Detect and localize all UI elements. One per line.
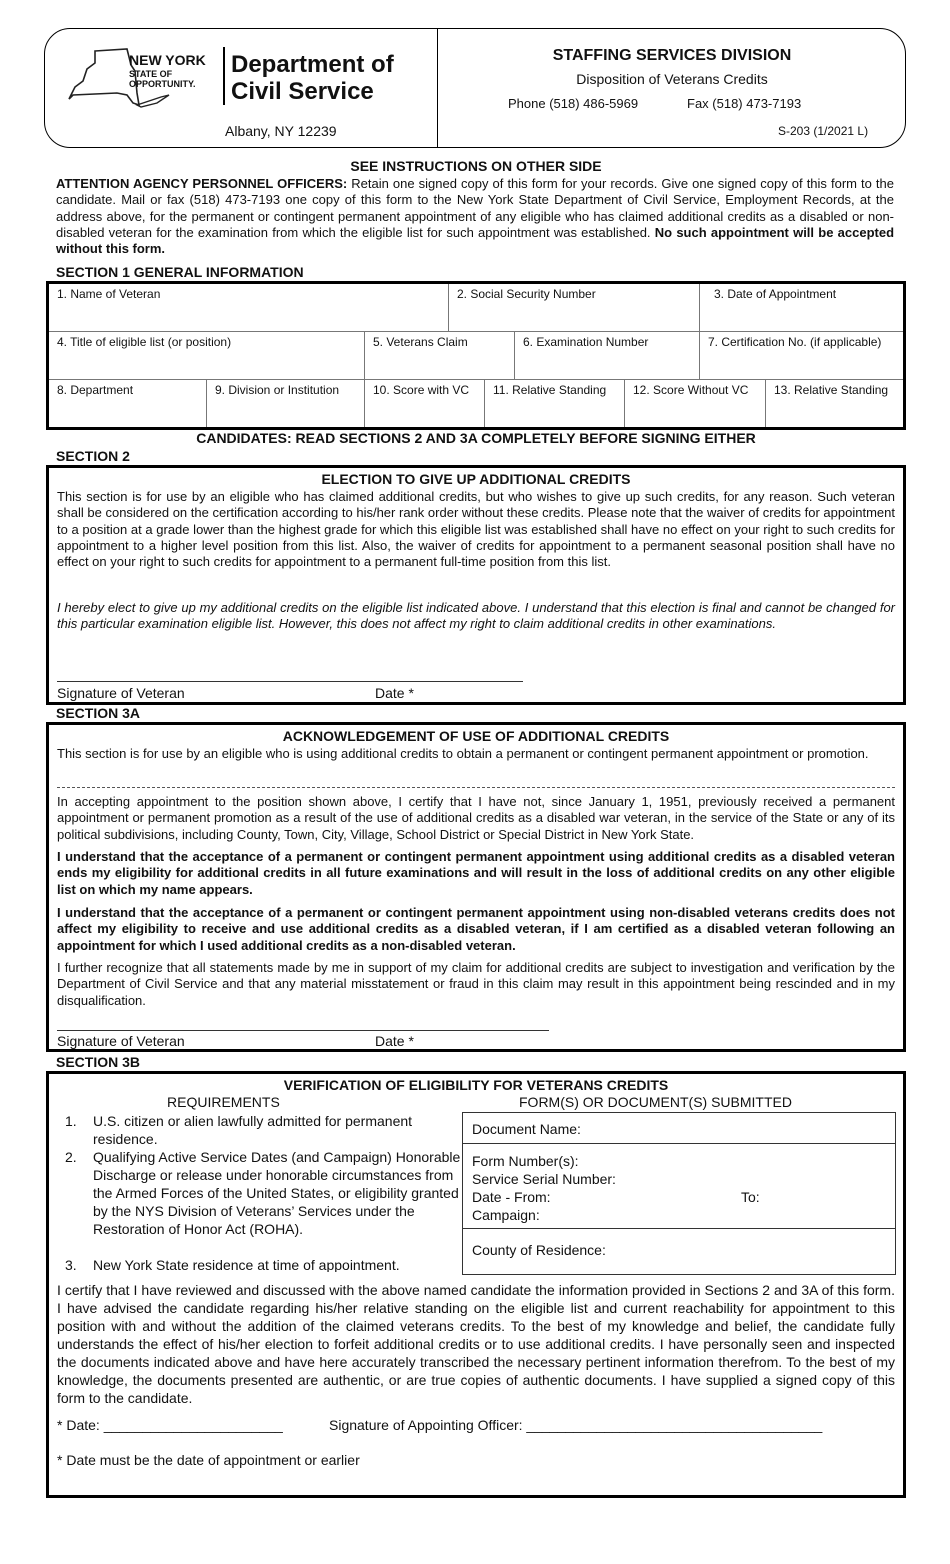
campaign-label: Campaign:	[472, 1207, 540, 1223]
field-score-with-vc[interactable]: 10. Score with VC	[365, 380, 485, 427]
officer-date-field[interactable]: * Date: _______________________	[57, 1417, 283, 1433]
section3a-heading: SECTION 3A	[56, 705, 141, 721]
section3a-non-disabled-paragraph: I understand that the acceptance of a permanent or contingent permanent appointment using non-disabled veterans credits does not affect my eligibility to receive and use additional credits as a disabled veteran, if I am certified as a disabled veteran following an appointment for which I used additional credits as a non-disabled veteran.	[57, 905, 895, 953]
section3a-box	[46, 722, 906, 1052]
section3b-heading: SECTION 3B	[56, 1054, 141, 1070]
logo-tagline: STATE OF OPPORTUNITY.	[129, 69, 196, 89]
attention-text: Retain one signed copy of this form for your records. Give one signed copy of this form to the candidate. Mail or fax (518) 473-7193 one copy of this form to the New York State Department of Civil Service, Employment Records, at the address above, for the permanent or contingent permanent appointment of any eligible who has claimed additional credits as a disabled or non-disabled veteran for the examination from which the eligible list for such appointment was established.	[56, 176, 895, 240]
form-numbers-label: Form Number(s):	[472, 1153, 579, 1169]
attention-label: ATTENTION AGENCY PERSONNEL OFFICERS:	[56, 176, 348, 191]
field-division-or-institution[interactable]: 9. Division or Institution	[207, 380, 365, 427]
form-number: S-203 (1/2021 L)	[778, 124, 869, 138]
section2-signature-label: Signature of Veteran	[57, 685, 185, 701]
requirements-list	[65, 1112, 475, 1272]
field-examination-number[interactable]: 6. Examination Number	[515, 332, 700, 380]
date-to-label: To:	[741, 1189, 760, 1205]
section2-election: I hereby elect to give up my additional credits on the eligible list indicated above. I understand that this election is final and cannot be changed for this particular examination eligible list. However, this does not affect my right to claim additional credits in other examinations.	[57, 600, 895, 632]
section3a-date-label: Date *	[375, 1033, 414, 1049]
department-address: Albany, NY 12239	[225, 123, 337, 139]
document-name-label: Document Name:	[472, 1121, 581, 1137]
logo-state-name: NEW YORK	[129, 52, 206, 68]
county-of-residence-row[interactable]	[463, 1229, 895, 1274]
fax-number: Fax (518) 473-7193	[687, 96, 802, 111]
service-serial-label: Service Serial Number:	[472, 1171, 616, 1187]
requirement-2: Qualifying Active Service Dates (and Campaign) Honorable Discharge or release under honorable circumstances from the Armed Forces of the United States, or eligibility granted by the NYS Division of Veterans’ Services under the Restoration of Honor Act (ROHA).	[93, 1149, 461, 1237]
date-footnote: * Date must be the date of appointment or earlier	[57, 1452, 360, 1468]
requirement-1-number: 1.	[65, 1113, 77, 1129]
section3a-signature-label: Signature of Veteran	[57, 1033, 185, 1049]
document-name-row[interactable]	[463, 1113, 895, 1144]
section2-date-label: Date *	[375, 685, 414, 701]
field-date-of-appointment[interactable]: 3. Date of Appointment	[700, 284, 903, 332]
field-department[interactable]: 8. Department	[49, 380, 207, 427]
section3a-recognize-paragraph: I further recognize that all statements made by me in support of my claim for additional credits are subject to investigation and verification by the Department of Civil Service and that any material misstatement or fraud in this claim may result in this appointment being rescinded and in my disqualification.	[57, 960, 895, 1008]
section2-body: This section is for use by an eligible who has claimed additional credits, but who wishes to give up such credits, for any reason. Such veteran shall be considered on the certification according to his/her rank order without these credits. Please note that the waiver of credits for appointment to a position at a grade lower than the highest grade for which this eligible list was established shall have no effect on your right to such credits for appointment to a higher level position from this list. Also, the waiver of credits for appointment to a permanent seasonal position shall have no effect on your right to such credits for appointment to a permanent full-time position from this list.	[57, 489, 895, 570]
documents-heading: FORM(S) OR DOCUMENT(S) SUBMITTED	[519, 1094, 792, 1110]
requirements-heading: REQUIREMENTS	[167, 1094, 280, 1110]
section2-heading: SECTION 2	[56, 448, 130, 464]
section2-box	[46, 465, 906, 705]
form-details-row[interactable]	[463, 1144, 895, 1229]
section2-signature-line[interactable]	[57, 681, 523, 682]
section3a-intro: This section is for use by an eligible who is using additional credits to obtain a permanent or contingent permanent appointment or promotion.	[57, 746, 869, 761]
requirement-1: U.S. citizen or alien lawfully admitted for permanent residence.	[93, 1113, 413, 1147]
attention-paragraph	[56, 176, 894, 257]
requirement-3: New York State residence at time of appointment.	[93, 1257, 400, 1272]
date-from-label: Date - From:	[472, 1189, 551, 1205]
field-social-security-number[interactable]: 2. Social Security Number	[449, 284, 700, 332]
section3a-disabled-veteran-paragraph: I understand that the acceptance of a permanent or contingent permanent appointment using additional credits as a disabled veteran ends my eligibility for additional credits in all future examinations and will result in the loss of additional credits on any other eligible list on which my name appears.	[57, 849, 895, 897]
appointing-officer-certification: I certify that I have reviewed and discussed with the above named candidate the information provided in Sections 2 and 3A of this form. I have advised the candidate regarding his/her relative standing on the eligible list and current reachability for appointment to this position with and without the addition of the claimed veterans credits. To the best of my knowledge and belief, the candidate fully understands the effect of his/her election to forfeit additional credits or to use additional credits. I have personally seen and inspected the documents indicated above and have here accurately transcribed the necessary pertinent information therefrom. To the best of my knowledge, the documents presented are authentic, or are true copies of authentic documents. I have supplied a signed copy of this form to the candidate.	[57, 1282, 895, 1406]
officer-signature-field[interactable]: Signature of Appointing Officer: ______________________________________	[329, 1417, 823, 1433]
department-name: Department of Civil Service	[231, 51, 394, 105]
requirement-3-number: 3.	[65, 1257, 77, 1272]
documents-table	[462, 1112, 896, 1275]
requirement-2-number: 2.	[65, 1149, 77, 1165]
section2-title: ELECTION TO GIVE UP ADDITIONAL CREDITS	[321, 471, 631, 487]
form-header	[44, 28, 906, 148]
section3a-signature-line[interactable]	[57, 1030, 549, 1031]
field-name-of-veteran[interactable]: 1. Name of Veteran	[49, 284, 449, 332]
attention-warning: No such appointment will be accepted without this form.	[56, 224, 895, 257]
county-of-residence-label: County of Residence:	[472, 1242, 606, 1258]
section3b-title: VERIFICATION OF ELIGIBILITY FOR VETERANS CREDITS	[283, 1077, 669, 1093]
field-veterans-claim[interactable]: 5. Veterans Claim	[365, 332, 515, 380]
field-score-without-vc[interactable]: 12. Score Without VC	[625, 380, 766, 427]
section1-heading: SECTION 1 GENERAL INFORMATION	[56, 264, 304, 280]
field-relative-standing-with-vc[interactable]: 11. Relative Standing	[485, 380, 625, 427]
field-relative-standing-without-vc[interactable]: 13. Relative Standing	[774, 383, 889, 397]
field-certification-number[interactable]: 7. Certification No. (if applicable)	[700, 332, 903, 380]
field-title-of-eligible-list[interactable]: 4. Title of eligible list (or position)	[49, 332, 365, 380]
general-info-table	[46, 281, 906, 430]
logo-separator	[223, 47, 225, 105]
section3b-box	[46, 1071, 906, 1498]
section3a-certify-paragraph: In accepting appointment to the position shown above, I certify that I have not, since January 1, 1951, previously received a permanent appointment or permanent promotion as a result of the use of additional credits as a disabled war veteran, in the service of the State or any of its political subdivisions, including County, Town, City, Village, School District or Special District in New York State.	[57, 794, 895, 842]
section3a-title: ACKNOWLEDGEMENT OF USE OF ADDITIONAL CREDITS	[282, 728, 670, 744]
form-subtitle: Disposition of Veterans Credits	[576, 71, 768, 87]
division-title: STAFFING SERVICES DIVISION	[552, 47, 792, 64]
candidates-note: CANDIDATES: READ SECTIONS 2 AND 3A COMPLETELY BEFORE SIGNING EITHER	[196, 430, 756, 446]
section3a-dashed-divider	[57, 787, 895, 788]
phone-number: Phone (518) 486-5969	[508, 96, 639, 111]
instructions-title: SEE INSTRUCTIONS ON OTHER SIDE	[350, 158, 602, 174]
